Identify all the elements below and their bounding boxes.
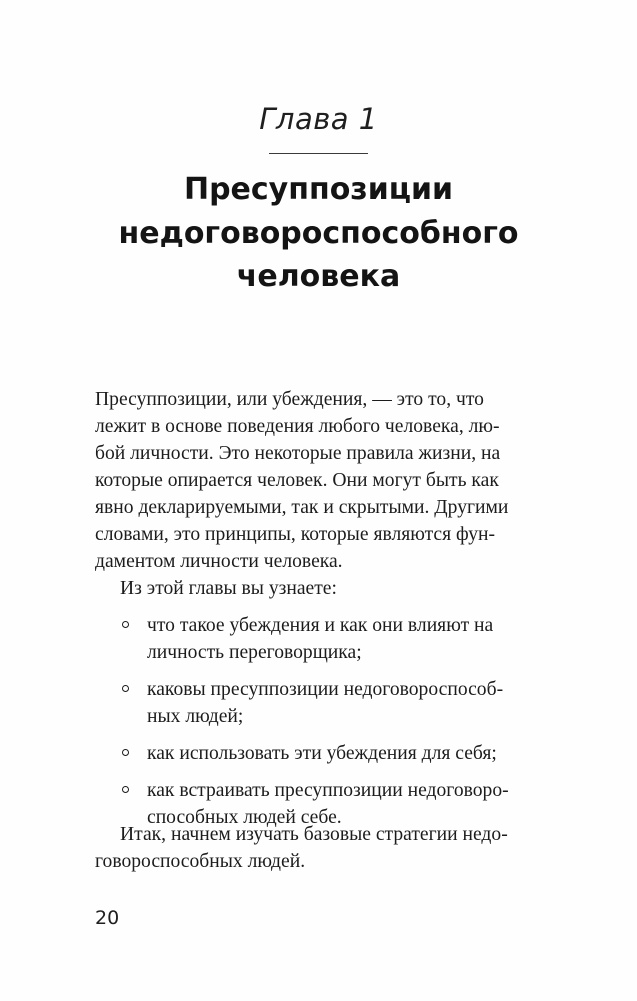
list-item-text bbox=[147, 676, 555, 730]
learning-list bbox=[95, 612, 555, 841]
text-line: Из этой главы вы узнаете: bbox=[120, 578, 337, 599]
lead-in-paragraph bbox=[120, 575, 550, 602]
text-line: лежит в основе поведения любого человека, лю- bbox=[95, 416, 500, 437]
text-line: ных людей; bbox=[147, 706, 244, 727]
text-line: каковы пресуппозиции недоговороспособ- bbox=[147, 679, 504, 700]
list-item bbox=[95, 676, 555, 730]
list-item-text bbox=[147, 612, 555, 666]
page-number: 20 bbox=[95, 907, 120, 929]
list-item-text bbox=[147, 740, 555, 767]
text-line: которые опирается человек. Они могут быть как bbox=[95, 470, 499, 491]
text-line: даментом личности человека. bbox=[95, 551, 343, 572]
text-line: говороспособных людей. bbox=[95, 851, 306, 872]
list-item bbox=[95, 740, 555, 767]
text-line: способных людей себе. bbox=[147, 807, 342, 828]
text-line: что такое убеждения и как они влияют на bbox=[147, 615, 494, 636]
chapter-title bbox=[40, 168, 597, 299]
text-line: как использовать эти убеждения для себя; bbox=[147, 743, 497, 764]
chapter-divider bbox=[269, 153, 368, 154]
text-line: как встраивать пресуппозиции недоговоро- bbox=[147, 780, 509, 801]
intro-paragraph bbox=[95, 386, 547, 575]
circle-bullet-icon bbox=[122, 749, 129, 756]
text-line: личность переговорщика; bbox=[147, 642, 362, 663]
chapter-title-line: Пресуппозиции bbox=[183, 172, 454, 207]
circle-bullet-icon bbox=[122, 685, 129, 692]
text-line: явно декларируемыми, так и скрытыми. Другими bbox=[95, 497, 509, 518]
text-line: бой личности. Это некоторые правила жизни, на bbox=[95, 443, 501, 464]
chapter-title-line: недоговороспособного bbox=[118, 215, 519, 251]
text-line: Итак, начнем изучать базовые стратегии недо- bbox=[120, 824, 508, 845]
circle-bullet-icon bbox=[122, 786, 129, 793]
text-line: словами, это принципы, которые являются фун- bbox=[95, 524, 496, 545]
chapter-label: Глава 1 bbox=[259, 102, 378, 136]
list-item bbox=[95, 612, 555, 666]
circle-bullet-icon bbox=[122, 621, 129, 628]
chapter-title-line: человека bbox=[236, 259, 401, 294]
text-line: Пресуппозиции, или убеждения, — это то, что bbox=[95, 389, 484, 410]
closing-paragraph bbox=[95, 821, 555, 875]
